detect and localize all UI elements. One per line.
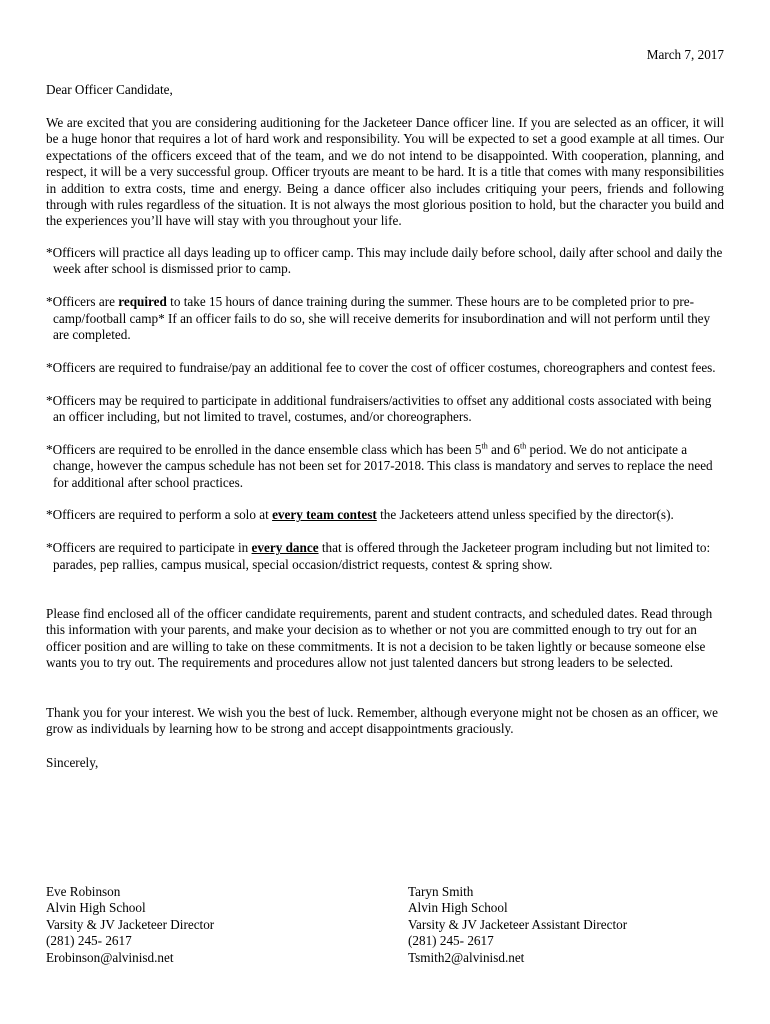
requirement-item bbox=[46, 360, 724, 376]
signer-title: Varsity & JV Jacketeer Director bbox=[46, 916, 215, 932]
signer-school: Alvin High School bbox=[46, 900, 146, 916]
requirement-emphasis: every dance bbox=[251, 540, 319, 556]
ordinal-suffix: th bbox=[519, 441, 527, 451]
requirement-text: *Officers are required to perform a solo at bbox=[46, 507, 273, 523]
requirement-text: that is offered through the Jacketeer program including but not limited to: parades, pep rallies, campus musical, special occasion/district requests, contest & spring show. bbox=[53, 540, 711, 572]
sign-off: Sincerely, bbox=[46, 755, 99, 770]
signer-phone: (281) 245- 2617 bbox=[46, 933, 132, 949]
requirement-text: to take 15 hours of dance training during the summer. These hours are to be completed prior to pre-camp/football camp* If an officer fails to do so, she will receive demerits for insubordination and will not perform until they are completed. bbox=[53, 294, 711, 343]
signer-school: Alvin High School bbox=[408, 900, 508, 916]
requirement-item bbox=[46, 507, 724, 523]
requirement-item bbox=[46, 245, 724, 278]
signer-name: Taryn Smith bbox=[408, 884, 474, 899]
requirement-emphasis: every team contest bbox=[272, 507, 377, 523]
signature-block-director bbox=[46, 884, 214, 966]
requirement-item bbox=[46, 540, 724, 573]
signer-name: Eve Robinson bbox=[46, 884, 121, 899]
signer-email: Erobinson@alvinisd.net bbox=[46, 949, 174, 965]
requirement-item bbox=[46, 294, 724, 343]
requirement-emphasis: required bbox=[118, 294, 167, 310]
requirement-text: and 6 bbox=[487, 441, 520, 457]
thanks-paragraph: Thank you for your interest. We wish you the best of luck. Remember, although everyone might not be chosen as an officer, we grow as individuals by learning how to be strong and accept disappointments graciously. bbox=[46, 705, 718, 737]
closing-paragraph: Please find enclosed all of the officer candidate requirements, parent and student contracts, and scheduled dates. Read through this information with your parents, and make your decision as to whether or not you are committed enough to try out for an officer position and are willing to take on these commitments. It is not a decision to be taken lightly or because someone else wants you to try out. The requirements and procedures allow not just talented dancers but strong leaders to be selected. bbox=[46, 606, 713, 671]
signer-phone: (281) 245- 2617 bbox=[408, 933, 494, 949]
requirement-text: period. We do not anticipate a change, however the campus schedule has not been set for 2017-2018. This class is mandatory and serves to replace the need for additional after school practices. bbox=[53, 441, 713, 490]
salutation: Dear Officer Candidate, bbox=[46, 82, 173, 97]
requirement-item bbox=[46, 393, 724, 426]
intro-paragraph: We are excited that you are considering auditioning for the Jacketeer Dance officer line. If you are selected as an officer, it will be a huge honor that requires a lot of hard work and responsibility. You will be expected to set a good example at all times. Our expectations of the officers exceed that of the team, and we do not intend to be disappointed. With cooperation, planning, and respect, it will be a very successful group. Officer tryouts are meant to be hard. It is a title that comes with many responsibilities in addition to extra costs, time and energy. Being a dance officer also includes critiquing your peers, friends and following through with rules regardless of the situation. It is not always the most glorious position to hold, but the character you build and the experiences you’ll have will stay with you throughout your life. bbox=[46, 115, 724, 229]
requirement-text: *Officers are required to be enrolled in the dance ensemble class which has been 5 bbox=[46, 441, 482, 457]
requirement-text: *Officers are required to participate in bbox=[46, 540, 252, 556]
requirement-text: *Officers are bbox=[46, 294, 119, 310]
requirement-text: *Officers are required to fundraise/pay an additional fee to cover the cost of officer costumes, choreographers and contest fees. bbox=[46, 359, 716, 375]
signer-title: Varsity & JV Jacketeer Assistant Director bbox=[408, 916, 628, 932]
letter-date: March 7, 2017 bbox=[646, 47, 724, 62]
requirement-item bbox=[46, 442, 724, 491]
requirement-text: *Officers may be required to participate in additional fundraisers/activities to offset any additional costs associated with being an officer including, but not limited to travel, costumes, and/or choreographers. bbox=[46, 392, 712, 425]
requirement-text: *Officers will practice all days leading up to officer camp. This may include daily before school, daily after school and daily the week after school is dismissed prior to camp. bbox=[46, 245, 723, 277]
requirements-list bbox=[46, 245, 724, 589]
ordinal-suffix: th bbox=[481, 441, 488, 451]
requirement-text: the Jacketeers attend unless specified by the director(s). bbox=[376, 507, 674, 523]
signature-block-assistant-director bbox=[408, 884, 627, 966]
signer-email: Tsmith2@alvinisd.net bbox=[408, 949, 525, 965]
